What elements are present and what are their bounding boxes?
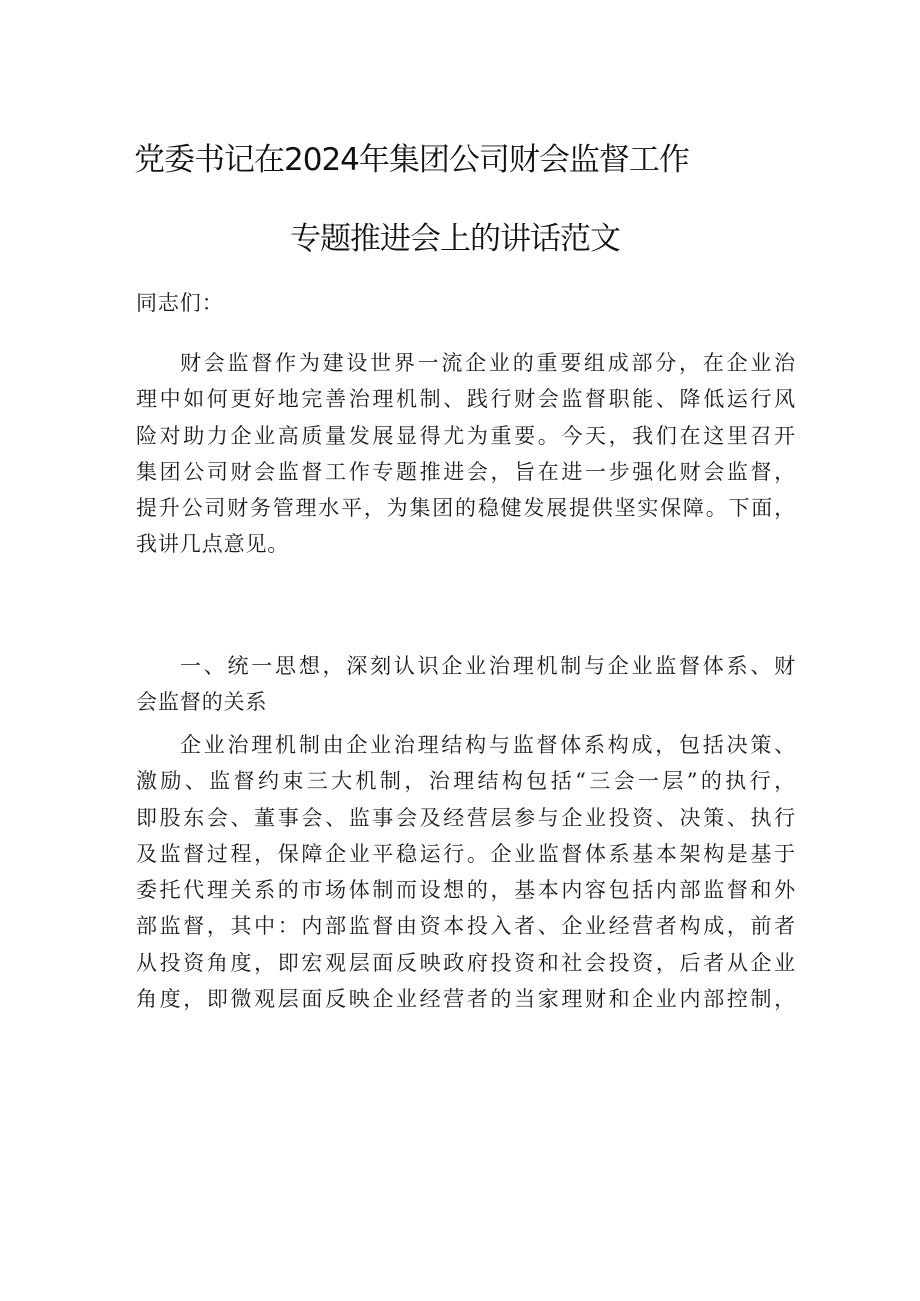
paragraph-line: 险对助力企业高质量发展显得尤为重要。今天，我们在这里召开 bbox=[136, 423, 796, 448]
paragraph-line: 理中如何更好地完善治理机制、践行财会监督职能、降低运行风 bbox=[136, 387, 796, 412]
paragraph-line: 我讲几点意见。 bbox=[136, 532, 290, 557]
heading-line: 一、统一思想，深刻认识企业治理机制与企业监督体系、财 bbox=[180, 654, 796, 678]
paragraph-line: 激励、监督约束三大机制，治理结构包括“三会一层”的执行， bbox=[136, 769, 796, 794]
paragraph-line: 集团公司财会监督工作专题推进会，旨在进一步强化财会监督， bbox=[136, 459, 796, 484]
paragraph-line: 委托代理关系的市场体制而设想的，基本内容包括内部监督和外 bbox=[136, 878, 796, 903]
paragraph-line: 部监督，其中：内部监督由资本投入者、企业经营者构成，前者 bbox=[136, 914, 796, 939]
paragraph-governance bbox=[136, 727, 796, 1017]
paragraph-line: 企业治理机制由企业治理结构与监督体系构成，包括决策、 bbox=[180, 733, 796, 757]
paragraph-line: 从投资角度，即宏观层面反映政府投资和社会投资，后者从企业 bbox=[136, 950, 796, 975]
document-title-line-1: 党委书记在2024年集团公司财会监督工作 bbox=[134, 142, 689, 178]
paragraph-line: 即股东会、董事会、监事会及经营层参与企业投资、决策、执行 bbox=[136, 805, 796, 830]
section-heading-1 bbox=[136, 648, 796, 721]
paragraph-opening bbox=[136, 345, 796, 563]
paragraph-line: 提升公司财务管理水平，为集团的稳健发展提供坚实保障。下面， bbox=[136, 496, 796, 521]
document-title-line-2: 专题推进会上的讲话范文 bbox=[290, 221, 620, 257]
paragraph-line: 及监督过程，保障企业平稳运行。企业监督体系基本架构是基于 bbox=[136, 841, 796, 866]
greeting bbox=[136, 285, 796, 321]
paragraph-line: 角度，即微观层面反映企业经营者的当家理财和企业内部控制， bbox=[136, 987, 796, 1012]
greeting-text: 同志们： bbox=[136, 291, 224, 315]
paragraph-line: 财会监督作为建设世界一流企业的重要组成部分，在企业治 bbox=[180, 351, 796, 375]
heading-line: 会监督的关系 bbox=[136, 690, 268, 715]
